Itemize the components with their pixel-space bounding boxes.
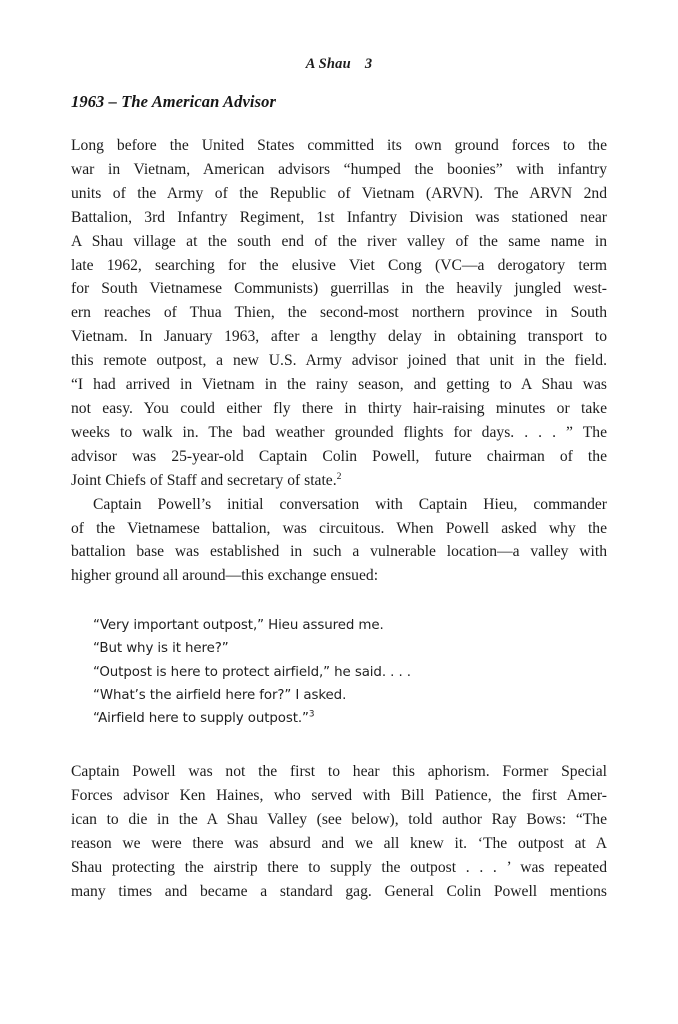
text-line: ican to die in the A Shau Valley (see below), told author Ray Bows: “The	[71, 811, 607, 829]
text-line: units of the Army of the Republic of Vietnam (ARVN). The ARVN 2nd	[71, 184, 607, 202]
text-line: Shau protecting the airstrip there to supply the outpost . . . ’ was repeated	[71, 858, 607, 876]
text-line: Captain Powell was not the first to hear this aphorism. Former Special	[71, 763, 607, 781]
text-line: of the Vietnamese battalion, was circuitous. When Powell asked why the	[71, 519, 607, 537]
block-quote	[71, 614, 607, 730]
text-line: ern reaches of Thua Thien, the second-most northern province in South	[71, 304, 607, 322]
text-line: for South Vietnamese Communists) guerrillas in the heavily jungled west-	[71, 280, 607, 298]
footnote-marker: 3	[308, 709, 315, 720]
text-line: weeks to walk in. The bad weather grounded flights for days. . . . ” The	[71, 423, 607, 441]
text-line: not easy. You could either fly there in thirty hair-raising minutes or take	[71, 399, 607, 417]
running-head-page-number: 3	[364, 56, 373, 72]
quote-line: “What’s the airfield here for?” I asked.	[93, 687, 347, 703]
text-line-final: Joint Chiefs of Staff and secretary of state.$^2$	[71, 470, 342, 489]
text-line: Captain Powell’s initial conversation with Captain Hieu, commander	[93, 495, 607, 513]
body-paragraphs	[71, 134, 607, 588]
text-line: this remote outpost, a new U.S. Army advisor joined that unit in the field.	[71, 352, 607, 370]
text-column	[71, 92, 607, 904]
text-line: “I had arrived in Vietnam in the rainy season, and getting to A Shau was	[71, 376, 607, 394]
quote-line: “Airfield here to supply outpost.”$^3$	[93, 709, 315, 727]
section-heading: 1963 – The American Advisor	[71, 92, 276, 111]
running-head	[71, 56, 607, 73]
text-line: Long before the United States committed its own ground forces to the	[71, 137, 607, 154]
text-line: late 1962, searching for the elusive Viet Cong (VC—a derogatory term	[71, 256, 607, 274]
text-line-final: higher ground all around—this exchange ensued:	[71, 567, 379, 585]
paragraph	[71, 134, 607, 493]
text-line: Forces advisor Ken Haines, who served with Bill Patience, the first Amer-	[71, 787, 607, 805]
text-line: reason we were there was absurd and we all knew it. ‘The outpost at A	[71, 834, 607, 852]
spacer	[71, 730, 607, 760]
text-line: advisor was 25-year-old Captain Colin Powell, future chairman of the	[71, 447, 607, 465]
quote-line: “But why is it here?”	[93, 641, 229, 657]
text-line: war in Vietnam, American advisors “humped the boonies” with infantry	[71, 160, 607, 178]
quote-line: “Outpost is here to protect airfield,” he said. . . .	[93, 664, 411, 680]
quote-line: “Very important outpost,” Hieu assured me.	[93, 618, 384, 634]
paragraph	[71, 493, 607, 589]
text-line: battalion base was established in such a vulnerable location—a valley with	[71, 543, 607, 561]
body-paragraphs-after-quote	[71, 760, 607, 903]
text-line: A Shau village at the south end of the river valley of the same name in	[71, 232, 607, 250]
footnote-marker: 2	[336, 470, 342, 482]
paragraph	[71, 760, 607, 903]
text-line: Battalion, 3rd Infantry Regiment, 1st Infantry Division was stationed near	[71, 208, 607, 226]
text-line: many times and became a standard gag. General Colin Powell mentions	[71, 882, 607, 900]
running-head-title: A Shau	[305, 56, 351, 72]
text-line: Vietnam. In January 1963, after a lengthy delay in obtaining transport to	[71, 328, 607, 346]
